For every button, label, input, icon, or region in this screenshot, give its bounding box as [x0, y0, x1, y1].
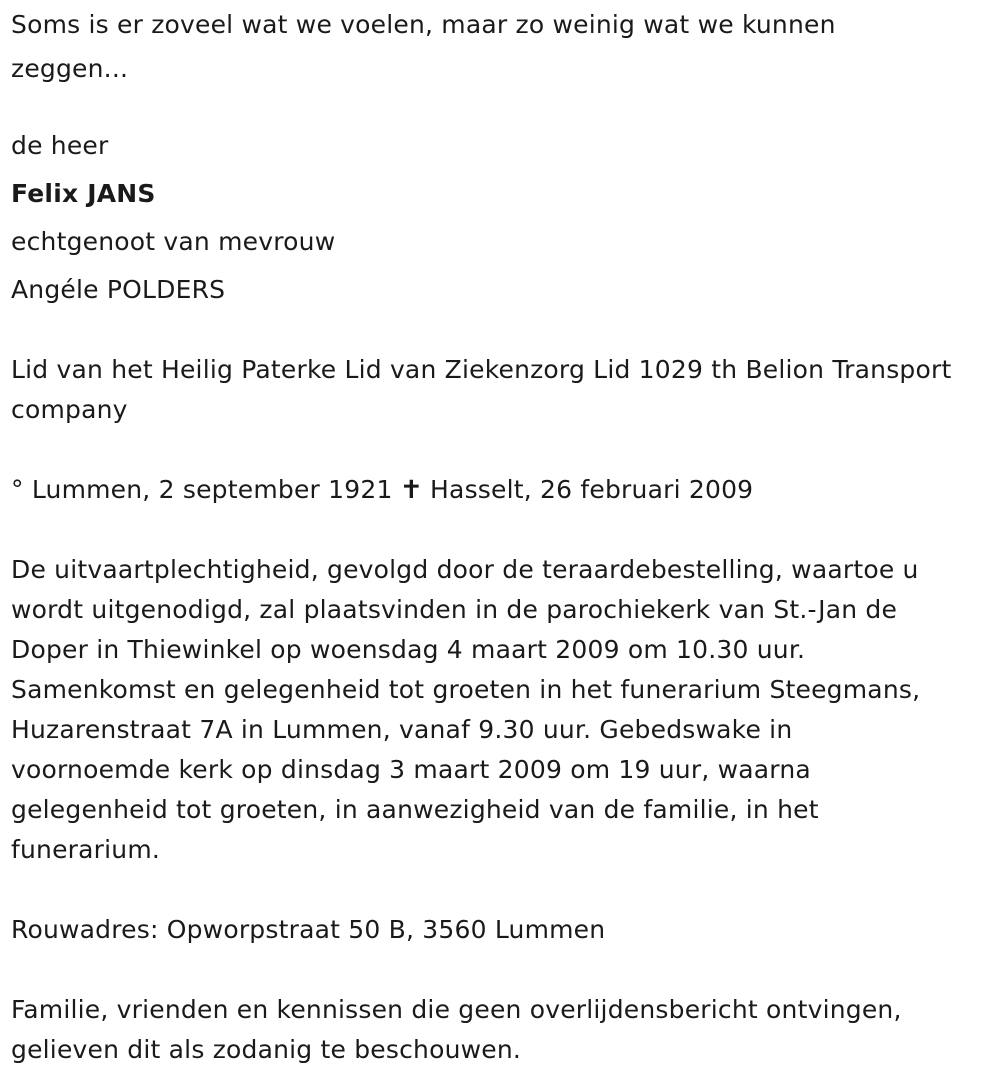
life-dates [11, 470, 753, 510]
memberships-line-1: Lid van het Heilig Paterke Lid van Ziekenzorg Lid 1029 th Belion Transport [11, 355, 952, 384]
death-date: Hasselt, 26 februari 2009 [430, 475, 754, 504]
ceremony-line: Samenkomst en gelegenheid tot groeten in het funerarium Steegmans, [11, 675, 921, 704]
ceremony-line: voornoemde kerk op dinsdag 3 maart 2009 om 19 uur, waarna [11, 755, 811, 784]
intro-line-1: Soms is er zoveel wat we voelen, maar zo weinig wat we kunnen [11, 10, 836, 39]
ceremony-line: wordt uitgenodigd, zal plaatsvinden in de parochiekerk van St.-Jan de [11, 595, 898, 624]
mourning-address: Rouwadres: Opworpstraat 50 B, 3560 Lummen [11, 915, 606, 944]
relation-label: echtgenoot van mevrouw [11, 227, 336, 256]
deceased-title: de heer [11, 131, 109, 160]
closing-line-1: Familie, vrienden en kennissen die geen overlijdensbericht ontvingen, [11, 995, 902, 1024]
ceremony-line: Huzarenstraat 7A in Lummen, vanaf 9.30 uur. Gebedswake in [11, 715, 793, 744]
cross-icon: ✝ [399, 475, 424, 504]
intro-line-2: zeggen... [11, 54, 129, 83]
memberships-line-2: company [11, 395, 128, 424]
closing-line-2: gelieven dit als zodanig te beschouwen. [11, 1035, 522, 1064]
ceremony-line: gelegenheid tot groeten, in aanwezigheid van de familie, in het [11, 795, 819, 824]
ceremony-line: funerarium. [11, 835, 161, 864]
birth-date: ° Lummen, 2 september 1921 [11, 475, 393, 504]
deceased-name: Felix JANS [11, 179, 156, 208]
spouse-name: Angéle POLDERS [11, 275, 226, 304]
ceremony-line: Doper in Thiewinkel op woensdag 4 maart 2009 om 10.30 uur. [11, 635, 806, 664]
ceremony-line: De uitvaartplechtigheid, gevolgd door de teraardebestelling, waartoe u [11, 555, 919, 584]
ceremony-paragraph [11, 550, 920, 870]
